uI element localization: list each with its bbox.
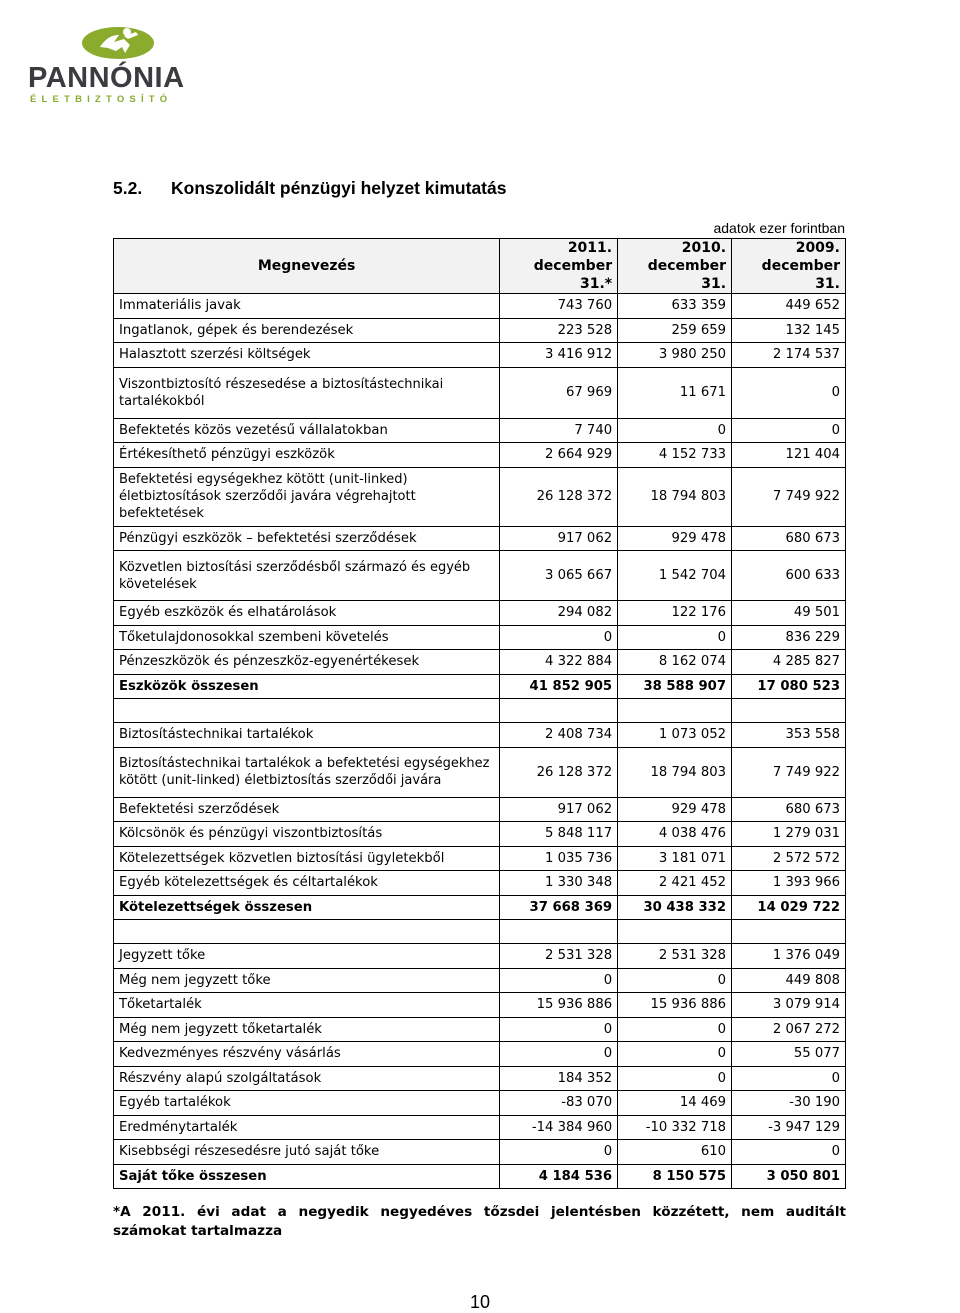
spacer-row xyxy=(114,699,846,723)
table-header-row xyxy=(114,239,846,294)
cell-2009: 14 029 722 xyxy=(732,895,846,920)
cell-2011: 41 852 905 xyxy=(500,674,618,699)
cell-2011: 0 xyxy=(500,1017,618,1042)
cell-2011: 0 xyxy=(500,1042,618,1067)
cell-2011: 184 352 xyxy=(500,1066,618,1091)
row-label: Tőketartalék xyxy=(114,993,500,1018)
cell-2009: 1 279 031 xyxy=(732,822,846,847)
table-row xyxy=(114,443,846,468)
cell-2011: 2 408 734 xyxy=(500,723,618,748)
row-label: Eredménytartalék xyxy=(114,1115,500,1140)
cell-2011: 3 065 667 xyxy=(500,551,618,601)
cell-2010: 929 478 xyxy=(618,526,732,551)
header-col-2009: 2009. december 31. xyxy=(732,239,846,294)
cell-2009: 4 285 827 xyxy=(732,650,846,675)
cell-2009: -3 947 129 xyxy=(732,1115,846,1140)
cell-2009: 0 xyxy=(732,418,846,443)
logo-subtitle: ÉLETBIZTOSÍTÓ xyxy=(30,94,173,105)
section-title: Konszolidált pénzügyi helyzet kimutatás xyxy=(171,178,507,198)
row-label: Biztosítástechnikai tartalékok xyxy=(114,723,500,748)
cell-2009: 449 808 xyxy=(732,968,846,993)
cell-2011: 2 531 328 xyxy=(500,944,618,969)
cell-2011: 0 xyxy=(500,968,618,993)
cell-2010: -10 332 718 xyxy=(618,1115,732,1140)
cell-2011: 1 035 736 xyxy=(500,846,618,871)
row-label: Tőketulajdonosokkal szembeni követelés xyxy=(114,625,500,650)
cell-2010: 1 542 704 xyxy=(618,551,732,601)
footnote: *A 2011. évi adat a negyedik negyedéves tőzsdei jelentésben közzétett, nem auditált számokat tartalmazza xyxy=(113,1204,846,1239)
cell-2011: 15 936 886 xyxy=(500,993,618,1018)
row-label: Eszközök összesen xyxy=(114,674,500,699)
header-megnevezes: Megnevezés xyxy=(114,239,500,294)
cell-2010: 18 794 803 xyxy=(618,747,732,797)
table-row xyxy=(114,1066,846,1091)
cell-2009: 55 077 xyxy=(732,1042,846,1067)
cell-2009: 7 749 922 xyxy=(732,467,846,526)
logo-wordmark: PANNÓNIA xyxy=(28,62,185,94)
cell-2009: 121 404 xyxy=(732,443,846,468)
table-row xyxy=(114,871,846,896)
unit-note: adatok ezer forintban xyxy=(713,220,845,236)
cell-2011: 0 xyxy=(500,625,618,650)
table-row xyxy=(114,944,846,969)
row-label: Kedvezményes részvény vásárlás xyxy=(114,1042,500,1067)
cell-2011: -83 070 xyxy=(500,1091,618,1116)
cell-2009: 17 080 523 xyxy=(732,674,846,699)
row-label: Részvény alapú szolgáltatások xyxy=(114,1066,500,1091)
table-row xyxy=(114,601,846,626)
row-label: Ingatlanok, gépek és berendezések xyxy=(114,318,500,343)
cell-2011: 26 128 372 xyxy=(500,467,618,526)
cell-2010: 0 xyxy=(618,1066,732,1091)
cell-2009: 1 376 049 xyxy=(732,944,846,969)
table-row xyxy=(114,318,846,343)
cell-2009: 2 572 572 xyxy=(732,846,846,871)
row-label: Kisebbségi részesedésre jutó saját tőke xyxy=(114,1140,500,1165)
row-label: Saját tőke összesen xyxy=(114,1164,500,1189)
table-row xyxy=(114,822,846,847)
cell-2010: 1 073 052 xyxy=(618,723,732,748)
cell-2010: 4 152 733 xyxy=(618,443,732,468)
section-heading xyxy=(113,178,506,199)
cell-2010: 38 588 907 xyxy=(618,674,732,699)
cell-2010: 122 176 xyxy=(618,601,732,626)
cell-2011: 223 528 xyxy=(500,318,618,343)
cell-2011: 4 184 536 xyxy=(500,1164,618,1189)
row-label: Közvetlen biztosítási szerződésből származó és egyéb követelések xyxy=(114,551,500,601)
page-number: 10 xyxy=(469,1292,491,1312)
table-row xyxy=(114,625,846,650)
cell-2011: 743 760 xyxy=(500,294,618,319)
cell-2011: 917 062 xyxy=(500,797,618,822)
row-label: Halasztott szerzési költségek xyxy=(114,343,500,368)
row-label: Értékesíthető pénzügyi eszközök xyxy=(114,443,500,468)
cell-2010: 8 150 575 xyxy=(618,1164,732,1189)
cell-2011: 67 969 xyxy=(500,367,618,418)
cell-2011: 0 xyxy=(500,1140,618,1165)
cell-2010: 18 794 803 xyxy=(618,467,732,526)
table-row xyxy=(114,467,846,526)
table-row xyxy=(114,846,846,871)
table-row xyxy=(114,526,846,551)
cell-2009: -30 190 xyxy=(732,1091,846,1116)
cell-2010: 15 936 886 xyxy=(618,993,732,1018)
cell-2011: 294 082 xyxy=(500,601,618,626)
row-label: Kötelezettségek összesen xyxy=(114,895,500,920)
runner-emblem-icon xyxy=(78,22,158,62)
row-label: Még nem jegyzett tőketartalék xyxy=(114,1017,500,1042)
cell-2010: 929 478 xyxy=(618,797,732,822)
cell-2009: 449 652 xyxy=(732,294,846,319)
table-row xyxy=(114,551,846,601)
cell-2009: 49 501 xyxy=(732,601,846,626)
cell-2010: 0 xyxy=(618,418,732,443)
total-row xyxy=(114,895,846,920)
cell-2010: 0 xyxy=(618,625,732,650)
table-row xyxy=(114,1140,846,1165)
cell-2010: 610 xyxy=(618,1140,732,1165)
cell-2011: 1 330 348 xyxy=(500,871,618,896)
row-label: Egyéb tartalékok xyxy=(114,1091,500,1116)
cell-2011: 7 740 xyxy=(500,418,618,443)
cell-2009: 600 633 xyxy=(732,551,846,601)
table-row xyxy=(114,1017,846,1042)
cell-2010: 2 531 328 xyxy=(618,944,732,969)
cell-2011: 4 322 884 xyxy=(500,650,618,675)
row-label: Befektetési szerződések xyxy=(114,797,500,822)
row-label: Befektetési egységekhez kötött (unit-linked) életbiztosítások szerződői javára végrehajtott befektetések xyxy=(114,467,500,526)
cell-2009: 0 xyxy=(732,1066,846,1091)
cell-2011: -14 384 960 xyxy=(500,1115,618,1140)
row-label: Biztosítástechnikai tartalékok a befektetési egységekhez kötött (unit-linked) életbiztosítás szerződői javára xyxy=(114,747,500,797)
table-row xyxy=(114,418,846,443)
table-row xyxy=(114,650,846,675)
row-label: Egyéb kötelezettségek és céltartalékok xyxy=(114,871,500,896)
cell-2011: 3 416 912 xyxy=(500,343,618,368)
table-row xyxy=(114,294,846,319)
cell-2009: 836 229 xyxy=(732,625,846,650)
row-label: Még nem jegyzett tőke xyxy=(114,968,500,993)
financial-position-table xyxy=(113,238,846,1189)
cell-2009: 0 xyxy=(732,367,846,418)
total-row xyxy=(114,674,846,699)
cell-2009: 680 673 xyxy=(732,526,846,551)
row-label: Kölcsönök és pénzügyi viszontbiztosítás xyxy=(114,822,500,847)
cell-2009: 3 079 914 xyxy=(732,993,846,1018)
cell-2009: 1 393 966 xyxy=(732,871,846,896)
cell-2009: 0 xyxy=(732,1140,846,1165)
row-label: Pénzeszközök és pénzeszköz-egyenértékesek xyxy=(114,650,500,675)
row-label: Pénzügyi eszközök – befektetési szerződések xyxy=(114,526,500,551)
cell-2010: 4 038 476 xyxy=(618,822,732,847)
cell-2010: 259 659 xyxy=(618,318,732,343)
table-row xyxy=(114,747,846,797)
cell-2009: 2 067 272 xyxy=(732,1017,846,1042)
table-row xyxy=(114,367,846,418)
cell-2011: 26 128 372 xyxy=(500,747,618,797)
cell-2011: 5 848 117 xyxy=(500,822,618,847)
company-logo xyxy=(28,22,198,105)
cell-2011: 2 664 929 xyxy=(500,443,618,468)
cell-2010: 0 xyxy=(618,1042,732,1067)
header-col-2011: 2011. december 31.* xyxy=(500,239,618,294)
cell-2010: 633 359 xyxy=(618,294,732,319)
row-label: Viszontbiztosító részesedése a biztosítástechnikai tartalékokból xyxy=(114,367,500,418)
cell-2009: 3 050 801 xyxy=(732,1164,846,1189)
table-row xyxy=(114,343,846,368)
spacer-row xyxy=(114,920,846,944)
section-number: 5.2. xyxy=(113,178,143,198)
cell-2011: 917 062 xyxy=(500,526,618,551)
row-label: Jegyzett tőke xyxy=(114,944,500,969)
cell-2010: 14 469 xyxy=(618,1091,732,1116)
table-row xyxy=(114,797,846,822)
cell-2010: 3 980 250 xyxy=(618,343,732,368)
cell-2009: 2 174 537 xyxy=(732,343,846,368)
cell-2010: 3 181 071 xyxy=(618,846,732,871)
cell-2009: 353 558 xyxy=(732,723,846,748)
table-row xyxy=(114,723,846,748)
table-row xyxy=(114,1042,846,1067)
table-row xyxy=(114,993,846,1018)
row-label: Kötelezettségek közvetlen biztosítási ügyletekből xyxy=(114,846,500,871)
table-row xyxy=(114,1091,846,1116)
table-row xyxy=(114,968,846,993)
cell-2010: 2 421 452 xyxy=(618,871,732,896)
cell-2010: 0 xyxy=(618,968,732,993)
header-col-2010: 2010. december 31. xyxy=(618,239,732,294)
cell-2010: 8 162 074 xyxy=(618,650,732,675)
cell-2009: 7 749 922 xyxy=(732,747,846,797)
row-label: Befektetés közös vezetésű vállalatokban xyxy=(114,418,500,443)
row-label: Immateriális javak xyxy=(114,294,500,319)
row-label: Egyéb eszközök és elhatárolások xyxy=(114,601,500,626)
cell-2010: 30 438 332 xyxy=(618,895,732,920)
total-row xyxy=(114,1164,846,1189)
cell-2009: 132 145 xyxy=(732,318,846,343)
cell-2009: 680 673 xyxy=(732,797,846,822)
table-row xyxy=(114,1115,846,1140)
cell-2010: 11 671 xyxy=(618,367,732,418)
cell-2011: 37 668 369 xyxy=(500,895,618,920)
cell-2010: 0 xyxy=(618,1017,732,1042)
